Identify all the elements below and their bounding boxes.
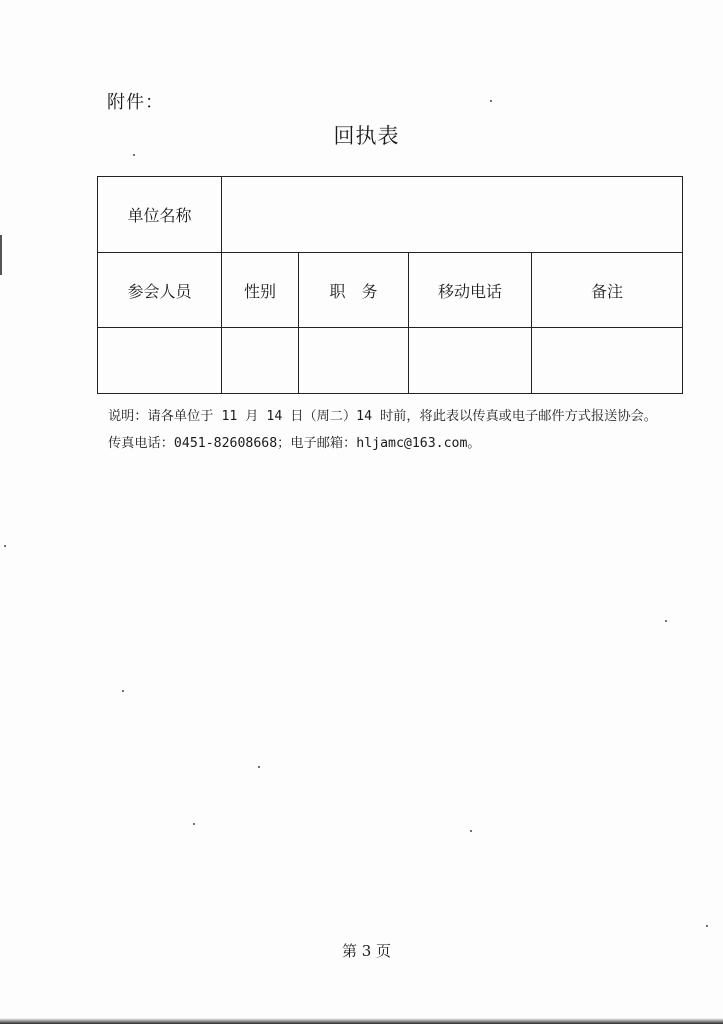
table-row-entry: [98, 328, 683, 394]
scan-speck: [133, 154, 135, 156]
document-title: 回执表: [333, 124, 400, 148]
scan-speck: [470, 830, 472, 832]
cell-remarks[interactable]: [532, 328, 683, 394]
scan-speck: [258, 766, 260, 768]
attachment-label: 附件：: [107, 92, 164, 113]
scan-speck: [665, 620, 667, 622]
scan-edge-mark: [0, 235, 2, 275]
header-mobile: 移动电话: [409, 253, 532, 328]
cell-mobile[interactable]: [409, 328, 532, 394]
cell-attendee[interactable]: [98, 328, 222, 394]
scan-edge-bottom: [0, 1018, 723, 1024]
cell-position[interactable]: [299, 328, 409, 394]
unit-name-field[interactable]: [222, 177, 683, 253]
cell-gender[interactable]: [222, 328, 299, 394]
scan-speck: [193, 823, 195, 825]
scan-speck: [4, 545, 6, 547]
header-gender: 性别: [222, 253, 299, 328]
header-attendee: 参会人员: [98, 253, 222, 328]
unit-name-label: 单位名称: [98, 177, 222, 253]
scan-speck: [706, 925, 708, 927]
scan-speck: [122, 690, 124, 692]
table-row-header: [98, 253, 683, 328]
header-remarks: 备注: [532, 253, 683, 328]
page-number: 第 3 页: [341, 942, 392, 960]
table-row-unit: [98, 177, 683, 253]
header-position: 职 务: [299, 253, 409, 328]
instruction-note: 说明：请各单位于 11 月 14 日（周二）14 时前，将此表以传真或电子邮件方式报送协会。: [108, 409, 657, 424]
scan-speck: [490, 100, 492, 102]
contact-note: 传真电话：0451-82608668；电子邮箱：hljamc@163.com。: [108, 436, 481, 451]
receipt-table: [97, 176, 683, 394]
